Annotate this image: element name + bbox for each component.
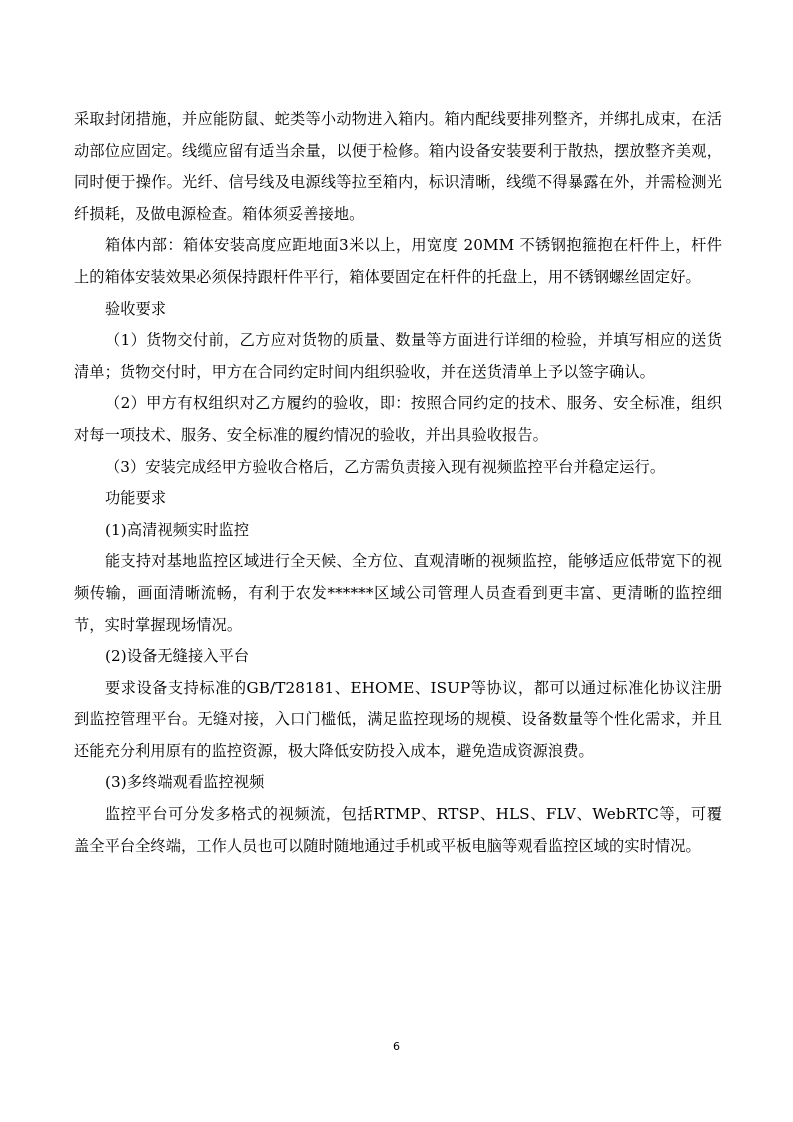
paragraph-enclosure-sealing: 采取封闭措施，并应能防鼠、蛇类等小动物进入箱内。箱内配线要排列整齐，并绑扎成束，在活动部位应固定。线缆应留有适当余量，以便于检修。箱内设备安装要利于散热，摆放整齐美观，同时便于操作。光纤、信号线及电源线等拉至箱内，标识清晰，线缆不得暴露在外，并需检测光纤损耗，及做电源检查。箱体须妥善接地。 — [74, 110, 722, 223]
page-number: 6 — [393, 1040, 400, 1053]
subheading-seamless-access: (2)设备无缝接入平台 — [105, 647, 250, 666]
heading-acceptance-requirements: 验收要求 — [105, 299, 167, 318]
paragraph-acceptance-2: （2）甲方有权组织对乙方履约的验收，即：按照合同约定的技术、服务、安全标准，组织对每一项技术、服务、安全标准的履约情况的验收，并出具验收报告。 — [74, 394, 722, 444]
heading-functional-requirements: 功能要求 — [105, 489, 167, 508]
paragraph-seamless-access: 要求设备支持标准的GB/T28181、EHOME、ISUP等协议，都可以通过标准化协议注册到监控管理平台。无缝对接，入口门槛低，满足监控现场的规模、设备数量等个性化需求，并且还能充分利用原有的监控资源，极大降低安防投入成本，避免造成资源浪费。 — [74, 678, 722, 760]
paragraph-hd-monitoring: 能支持对基地监控区域进行全天候、全方位、直观清晰的视频监控，能够适应低带宽下的视频传输，画面清晰流畅，有利于农发******区域公司管理人员查看到更丰富、更清晰的监控细节，实时掌握现场情况。 — [74, 552, 722, 634]
paragraph-acceptance-1: （1）货物交付前，乙方应对货物的质量、数量等方面进行详细的检验，并填写相应的送货清单；货物交付时，甲方在合同约定时间内组织验收，并在送货清单上予以签字确认。 — [74, 331, 722, 381]
subheading-hd-monitoring: (1)高清视频实时监控 — [105, 520, 250, 539]
paragraph-multi-terminal: 监控平台可分发多格式的视频流，包括RTMP、RTSP、HLS、FLV、WebRTC等，可覆盖全平台全终端，工作人员也可以随时随地通过手机或平板电脑等观看监控区域的实时情况。 — [74, 805, 722, 855]
body-text — [74, 104, 722, 862]
paragraph-acceptance-3: （3）安装完成经甲方验收合格后，乙方需负责接入现有视频监控平台并稳定运行。 — [105, 457, 666, 476]
subheading-multi-terminal: (3)多终端观看监控视频 — [105, 773, 265, 792]
paragraph-enclosure-interior: 箱体内部：箱体安装高度应距地面3米以上，用宽度 20MM 不锈钢抱箍抱在杆件上，杆件上的箱体安装效果必须保持跟杆件平行，箱体要固定在杆件的托盘上，用不锈钢螺丝固定好。 — [74, 236, 722, 286]
